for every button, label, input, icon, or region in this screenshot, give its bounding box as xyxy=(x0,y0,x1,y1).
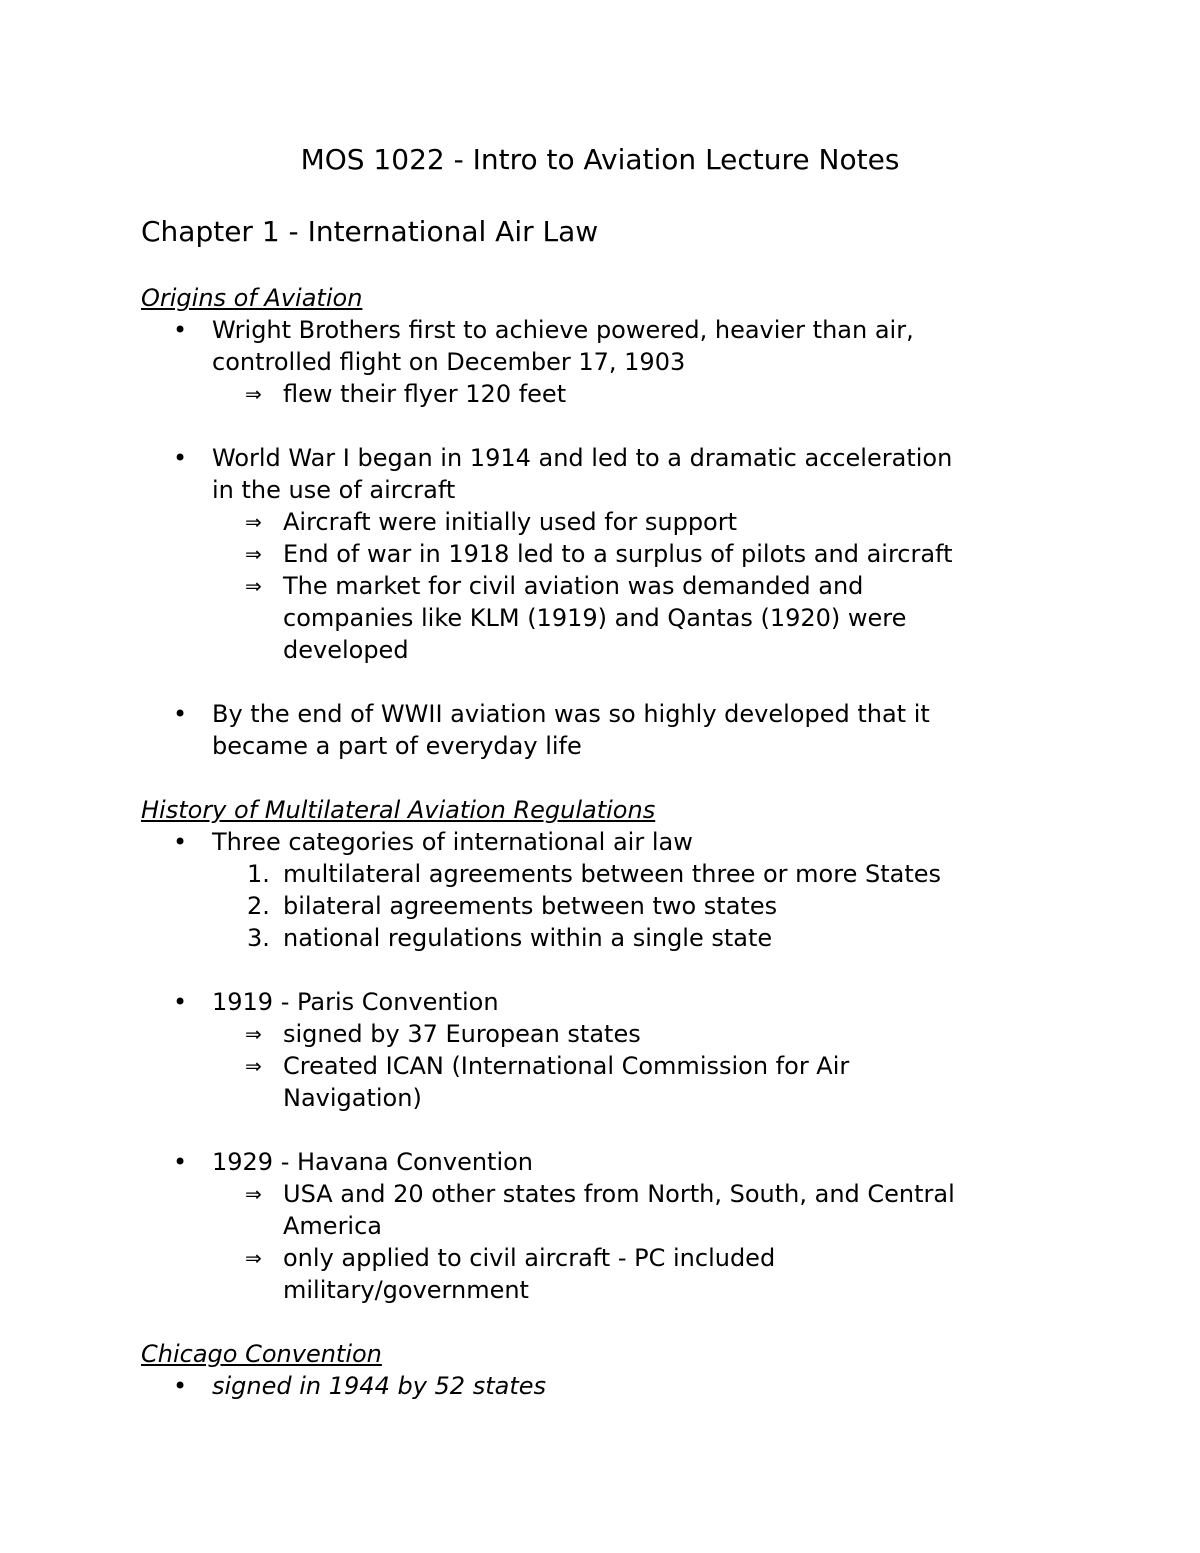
sub-line: Navigation) xyxy=(283,1084,422,1112)
bullet-marker: • xyxy=(173,1372,188,1400)
bullet-marker: • xyxy=(173,828,188,856)
bullet-marker: • xyxy=(173,700,188,728)
bullet-line: controlled flight on December 17, 1903 xyxy=(212,348,686,376)
section-heading-history: History of Multilateral Aviation Regulations xyxy=(141,796,656,824)
arrow-icon: ⇒ xyxy=(245,1246,262,1270)
notes-content xyxy=(141,282,1081,1402)
bullet-line: signed in 1944 by 52 states xyxy=(212,1372,546,1400)
bullet-item xyxy=(141,826,1081,858)
sub-line: flew their flyer 120 feet xyxy=(283,380,567,408)
sub-line: only applied to civil aircraft - PC included xyxy=(283,1244,776,1272)
bullet-line: became a part of everyday life xyxy=(212,732,582,760)
sub-line: America xyxy=(283,1212,382,1240)
sub-line: military/government xyxy=(283,1276,529,1304)
sub-line: Aircraft were initially used for support xyxy=(283,508,738,536)
bullet-marker: • xyxy=(173,988,188,1016)
arrow-icon: ⇒ xyxy=(245,1182,262,1206)
sub-item xyxy=(141,538,1081,570)
section-heading-origins: Origins of Aviation xyxy=(141,284,363,312)
sub-line: developed xyxy=(283,636,409,664)
bullet-item xyxy=(141,986,1081,1018)
bullet-item xyxy=(141,1146,1081,1178)
document-title: MOS 1022 - Intro to Aviation Lecture Notes xyxy=(300,143,900,176)
numbered-line: national regulations within a single state xyxy=(283,924,773,952)
item-number: 3. xyxy=(247,924,270,952)
sub-line: signed by 37 European states xyxy=(283,1020,641,1048)
bullet-item xyxy=(141,1370,1081,1402)
bullet-line: in the use of aircraft xyxy=(212,476,456,504)
arrow-icon: ⇒ xyxy=(245,574,262,598)
bullet-line: 1929 - Havana Convention xyxy=(212,1148,534,1176)
numbered-item xyxy=(141,858,1081,890)
sub-line: The market for civil aviation was demanded and xyxy=(283,572,864,600)
numbered-line: bilateral agreements between two states xyxy=(283,892,778,920)
sub-item xyxy=(141,1018,1081,1050)
bullet-item xyxy=(141,698,1081,762)
sub-line: End of war in 1918 led to a surplus of pilots and aircraft xyxy=(283,540,953,568)
sub-item xyxy=(141,1242,1081,1306)
numbered-item xyxy=(141,922,1081,954)
arrow-icon: ⇒ xyxy=(245,542,262,566)
arrow-icon: ⇒ xyxy=(245,1022,262,1046)
bullet-line: Wright Brothers first to achieve powered, heavier than air, xyxy=(212,316,914,344)
section-heading-chicago: Chicago Convention xyxy=(141,1340,382,1368)
bullet-marker: • xyxy=(173,444,188,472)
arrow-icon: ⇒ xyxy=(245,1054,262,1078)
sub-item xyxy=(141,378,1081,410)
sub-line: USA and 20 other states from North, South, and Central xyxy=(283,1180,955,1208)
item-number: 2. xyxy=(247,892,270,920)
sub-line: Created ICAN (International Commission for Air xyxy=(283,1052,850,1080)
item-number: 1. xyxy=(247,860,270,888)
bullet-marker: • xyxy=(173,1148,188,1176)
sub-item xyxy=(141,1178,1081,1242)
sub-item xyxy=(141,570,1081,666)
arrow-icon: ⇒ xyxy=(245,510,262,534)
bullet-item xyxy=(141,314,1081,378)
bullet-marker: • xyxy=(173,316,188,344)
bullet-item xyxy=(141,442,1081,506)
bullet-line: World War I began in 1914 and led to a dramatic acceleration xyxy=(212,444,953,472)
sub-item xyxy=(141,1050,1081,1114)
bullet-line: Three categories of international air law xyxy=(212,828,693,856)
bullet-line: 1919 - Paris Convention xyxy=(212,988,499,1016)
bullet-line: By the end of WWII aviation was so highly developed that it xyxy=(212,700,930,728)
chapter-heading: Chapter 1 - International Air Law xyxy=(141,215,599,248)
sub-item xyxy=(141,506,1081,538)
numbered-item xyxy=(141,890,1081,922)
numbered-line: multilateral agreements between three or more States xyxy=(283,860,942,888)
arrow-icon: ⇒ xyxy=(245,382,262,406)
sub-line: companies like KLM (1919) and Qantas (1920) were xyxy=(283,604,907,632)
